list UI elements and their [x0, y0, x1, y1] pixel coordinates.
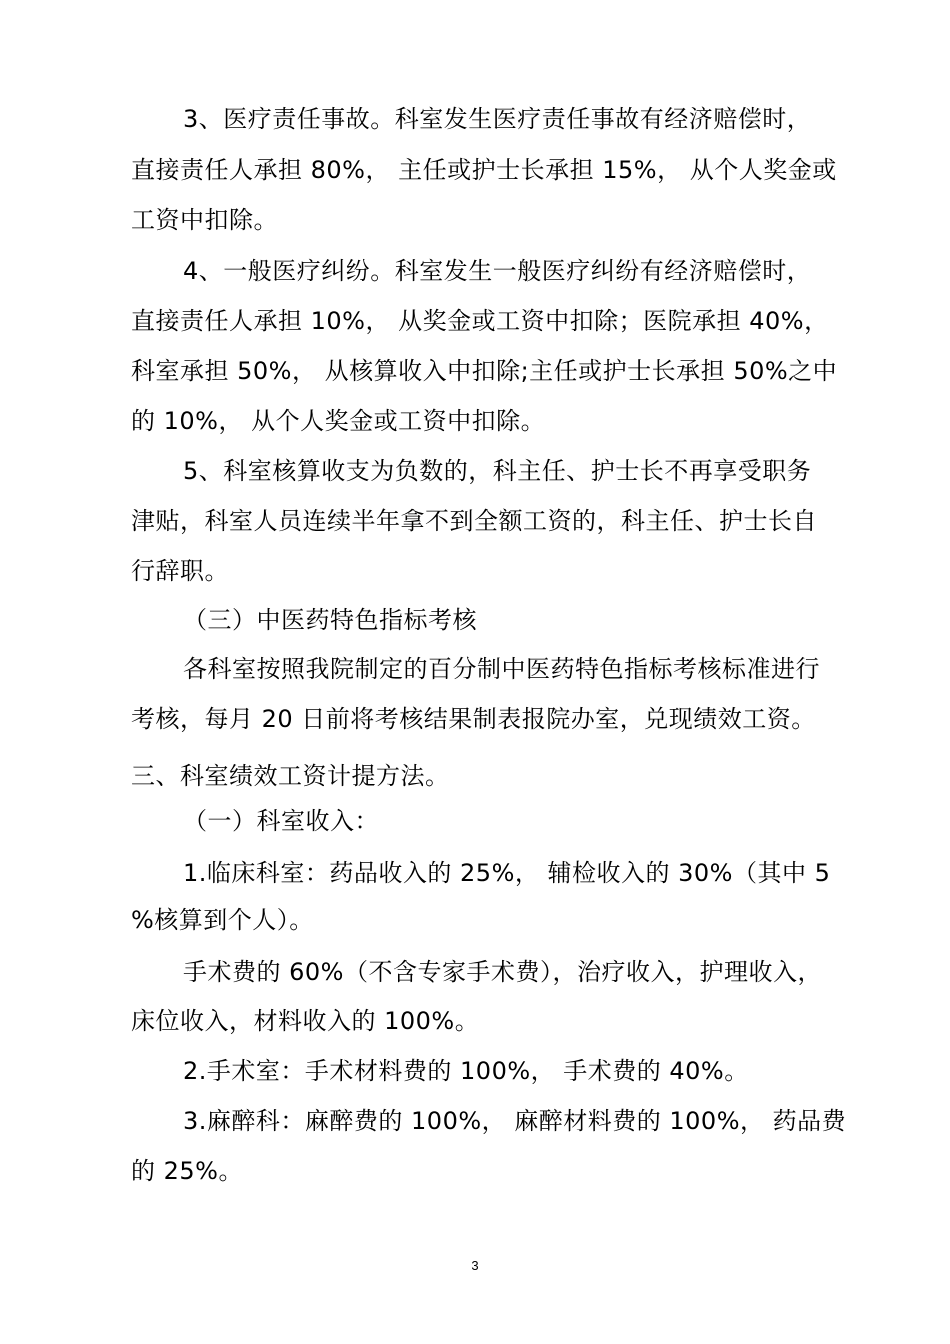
subsection-heading: （一）科室收入： [183, 807, 379, 835]
page-number: 3 [471, 1258, 479, 1273]
text-line: 的 10%， 从个人奖金或工资中扣除。 [131, 407, 546, 435]
text-line: 3、医疗责任事故。科室发生医疗责任事故有经济赔偿时， [183, 105, 812, 133]
section-heading: （三）中医药特色指标考核 [183, 606, 477, 634]
text-line: 工资中扣除。 [131, 206, 278, 234]
text-line: 各科室按照我院制定的百分制中医药特色指标考核标准进行 [183, 655, 820, 683]
text-line: 3.麻醉科：麻醉费的 100%， 麻醉材料费的 100%， 药品费 [183, 1107, 847, 1135]
text-line: 考核，每月 20 日前将考核结果制表报院办室，兑现绩效工资。 [131, 705, 816, 733]
section-heading: 三、科室绩效工资计提方法。 [131, 762, 450, 790]
text-line: 1.临床科室：药品收入的 25%， 辅检收入的 30%（其中 5 [183, 859, 831, 887]
text-line: 5、科室核算收支为负数的，科主任、护士长不再享受职务 [183, 457, 812, 485]
text-line: 床位收入，材料收入的 100%。 [131, 1007, 480, 1035]
text-line: 2.手术室：手术材料费的 100%， 手术费的 40%。 [183, 1057, 749, 1085]
text-line: 手术费的 60%（不含专家手术费），治疗收入，护理收入， [183, 958, 822, 986]
text-line: 直接责任人承担 80%， 主任或护士长承担 15%， 从个人奖金或 [131, 156, 837, 184]
text-line: 科室承担 50%， 从核算收入中扣除;主任或护士长承担 50%之中 [131, 357, 838, 385]
text-line: 行辞职。 [131, 557, 229, 585]
text-line: 的 25%。 [131, 1157, 243, 1185]
text-line: 直接责任人承担 10%， 从奖金或工资中扣除；医院承担 40%， [131, 307, 829, 335]
text-line: 4、一般医疗纠纷。科室发生一般医疗纠纷有经济赔偿时， [183, 257, 812, 285]
text-line: 津贴，科室人员连续半年拿不到全额工资的，科主任、护士长自 [131, 507, 817, 535]
text-line: %核算到个人）。 [131, 906, 314, 934]
